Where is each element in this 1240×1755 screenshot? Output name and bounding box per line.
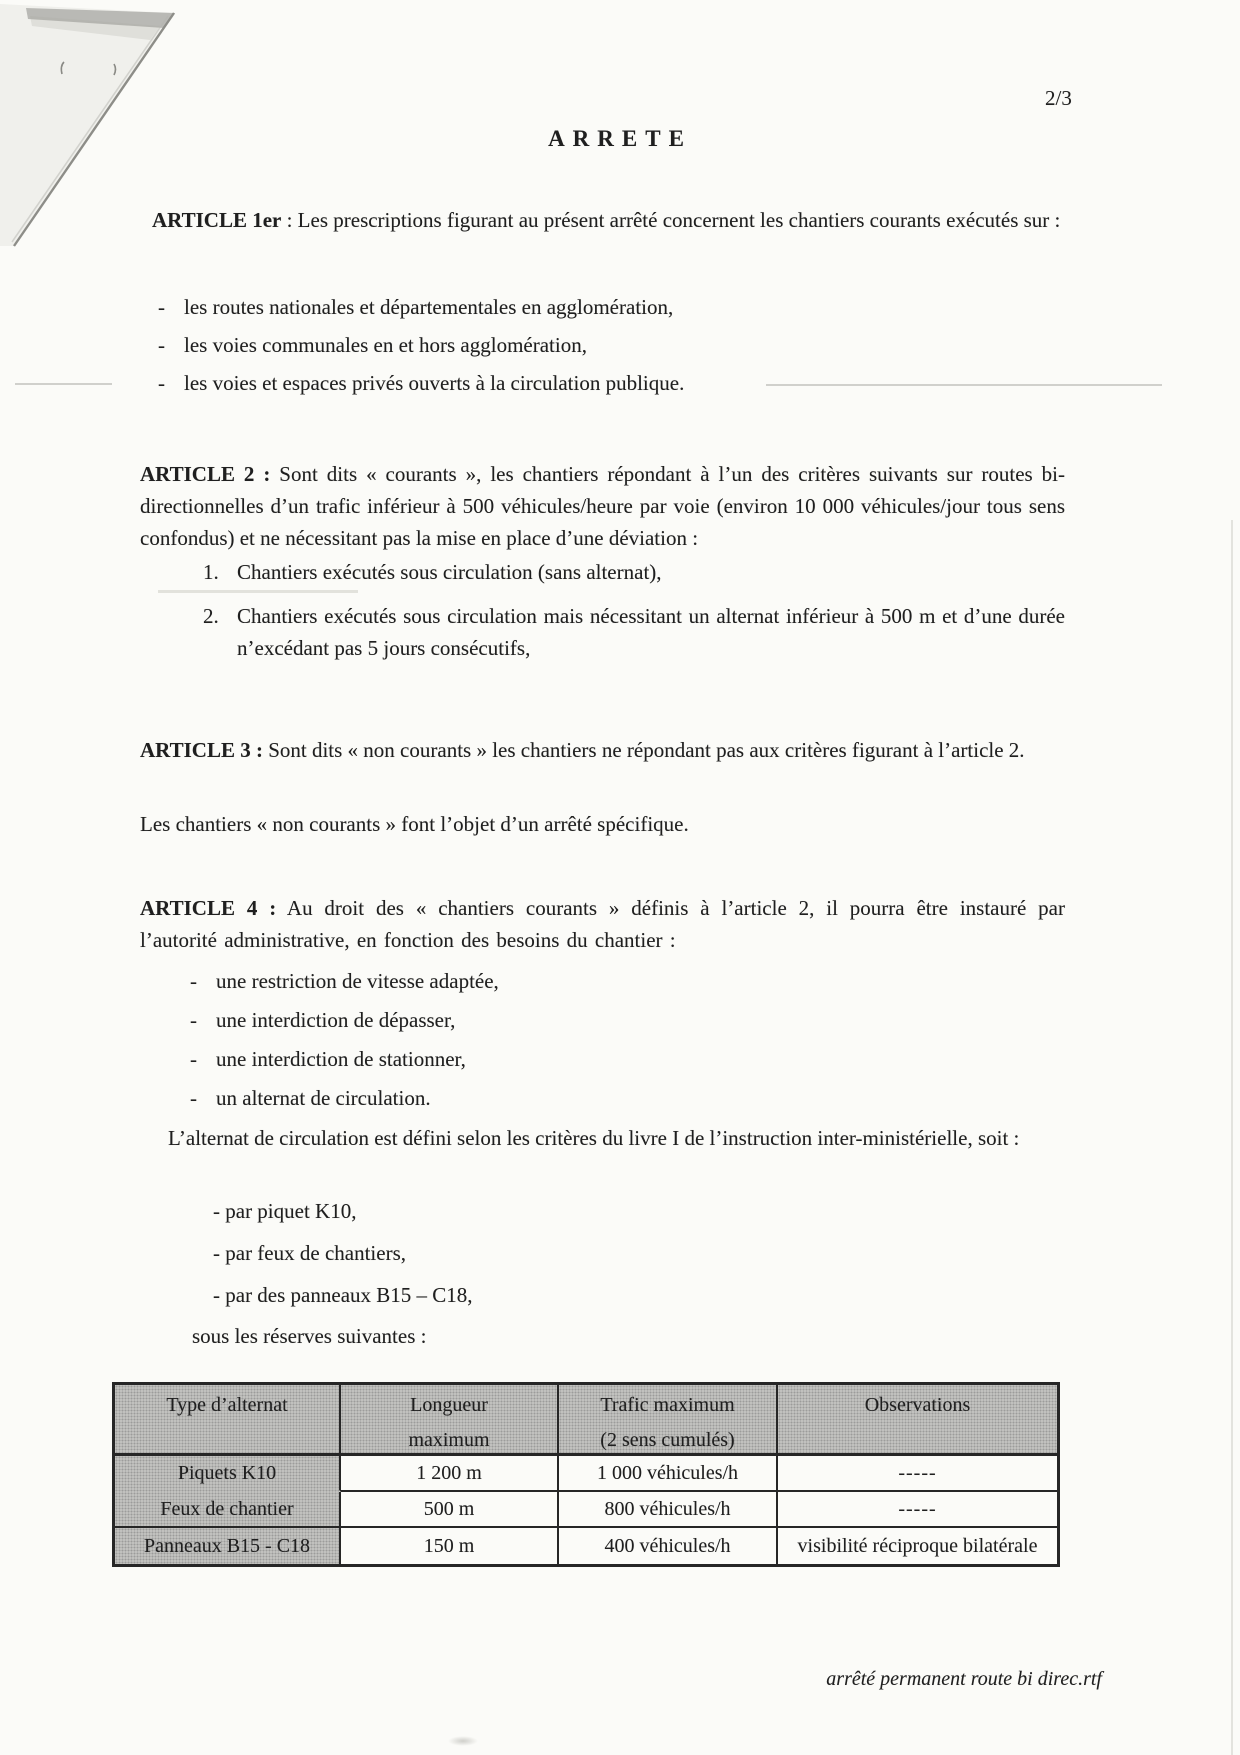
list-item: - une interdiction de stationner, (190, 1044, 1050, 1075)
article-1-list (158, 292, 1058, 406)
article-2-heading: ARTICLE 2 : (140, 462, 271, 486)
alternat-list (213, 1196, 913, 1322)
list-item: - les routes nationales et départementales en agglomération, (158, 292, 1058, 323)
article-1-paragraph (152, 204, 1084, 236)
list-item: 1. Chantiers exécutés sous circulation (sans alternat), (203, 560, 662, 584)
table-header-row (115, 1385, 1057, 1456)
scan-smudge-artifact (448, 1736, 478, 1746)
table-row (115, 1456, 1057, 1492)
list-item: - un alternat de circulation. (190, 1083, 1050, 1114)
article-3-text: Sont dits « non courants » les chantiers ne répondant pas aux critères figurant à l’article 2. (262, 738, 1025, 762)
list-item: - les voies communales en et hors agglomération, (158, 330, 1058, 361)
scan-line-artifact (15, 383, 112, 385)
table-cell: 800 véhicules/h (559, 1492, 778, 1528)
reserves-intro: sous les réserves suivantes : (192, 1324, 427, 1348)
article-4-paragraph (140, 892, 1065, 956)
table-cell: 500 m (341, 1492, 559, 1528)
table-header-cell: Trafic maximum (2 sens cumulés) (559, 1385, 778, 1456)
table-cell: visibilité réciproque bilatérale (797, 1534, 1038, 1557)
table-cell: Feux de chantier (115, 1492, 341, 1528)
table-header-cell: Longueur maximum (341, 1385, 559, 1456)
document-title: ARRETE (548, 126, 692, 151)
table-cell: 1 200 m (341, 1456, 559, 1492)
table-row (115, 1492, 1057, 1528)
list-item: - par piquet K10, (213, 1199, 357, 1223)
table-cell: 150 m (341, 1528, 559, 1564)
table-cell: ----- (778, 1456, 1057, 1492)
list-item: - une restriction de vitesse adaptée, (190, 966, 1050, 997)
article-2-text: Sont dits « courants », les chantiers répondant à l’un des critères suivants sur routes bi-directionnelles d’un trafic inférieur à 500 véhicules/heure par voie (environ 10 000 véhicules/jour tous sens confondus) et ne nécessitant pas la mise en place d’une déviation : (140, 462, 1066, 550)
scan-edge-artifact (1231, 520, 1233, 1755)
list-item: - par feux de chantiers, (213, 1241, 406, 1265)
article-3-heading: ARTICLE 3 : (140, 738, 263, 762)
list-item: - une interdiction de dépasser, (190, 1005, 1050, 1036)
dash-bullet: - (158, 333, 165, 357)
table-header-cell: Type d’alternat (115, 1385, 341, 1456)
dash-bullet: - (190, 969, 197, 993)
article-2-paragraph (140, 458, 1065, 554)
article-3-note: Les chantiers « non courants » font l’objet d’un arrêté spécifique. (140, 812, 689, 836)
article-4-list (190, 966, 1050, 1121)
article-3-paragraph (140, 734, 1068, 766)
list-item: - par des panneaux B15 – C18, (213, 1283, 473, 1307)
article-4-text: Au droit des « chantiers courants » définis à l’article 2, il pourra être instauré par l’autorité administrative, en fonction des besoins du chantier : (140, 896, 1065, 952)
table-cell: Piquets K10 (115, 1456, 341, 1492)
dash-bullet: - (190, 1047, 197, 1071)
article-2-list (203, 556, 1065, 664)
alternat-table (112, 1382, 1060, 1567)
article-1-text: : Les prescriptions figurant au présent arrêté concernent les chantiers courants exécutés sur : (281, 208, 1061, 232)
dash-bullet: - (158, 295, 165, 319)
table-row (115, 1528, 1057, 1564)
list-item: 2. Chantiers exécutés sous circulation mais nécessitant un alternat inférieur à 500 m et d’une durée n’excédant pas 5 jours consécutifs, (203, 604, 1065, 660)
table-cell: 1 000 véhicules/h (559, 1456, 778, 1492)
dash-bullet: - (190, 1086, 197, 1110)
list-item: - les voies et espaces privés ouverts à la circulation publique. (158, 368, 1058, 399)
table-header-cell: Observations (778, 1385, 1057, 1456)
alternat-definition: L’alternat de circulation est défini selon les critères du livre I de l’instruction inter-ministérielle, soit : (168, 1126, 1020, 1150)
table-cell: 400 véhicules/h (559, 1528, 778, 1564)
table-cell: Panneaux B15 - C18 (115, 1528, 341, 1564)
table-cell: ----- (778, 1492, 1057, 1528)
article-4-heading: ARTICLE 4 : (140, 896, 277, 920)
dash-bullet: - (158, 371, 165, 395)
page-number: 2/3 (1045, 86, 1072, 110)
dash-bullet: - (190, 1008, 197, 1032)
article-1-heading: ARTICLE 1er (152, 208, 282, 232)
footer-filename: arrêté permanent route bi direc.rtf (826, 1668, 1102, 1690)
